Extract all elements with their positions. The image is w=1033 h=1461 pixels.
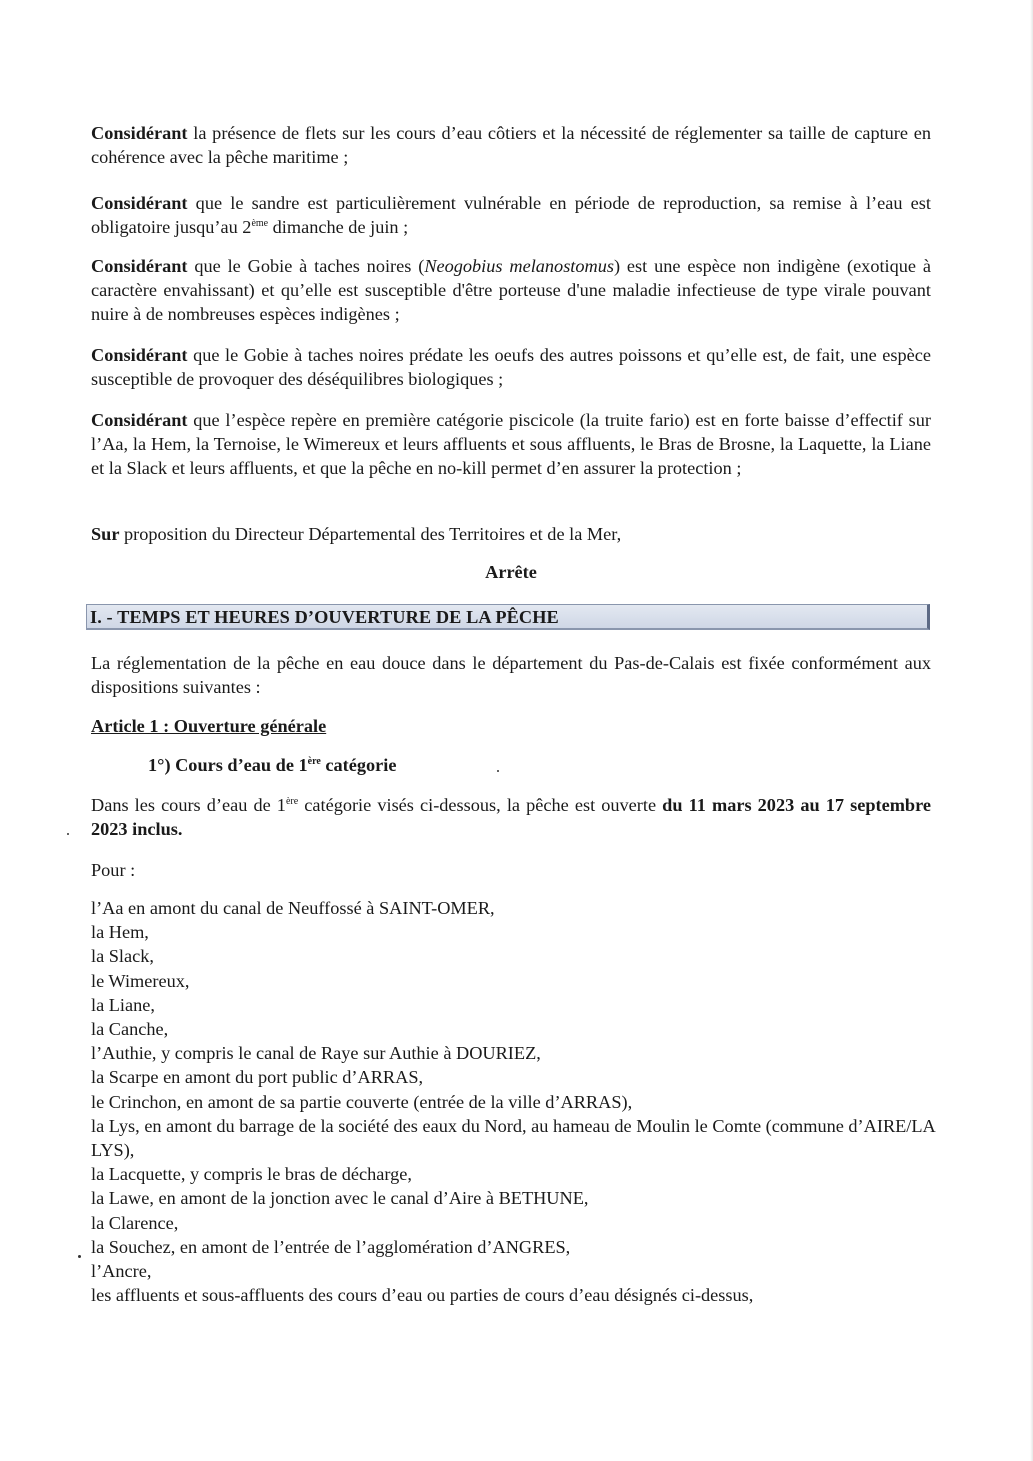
river-list bbox=[91, 896, 936, 1307]
list-item: le Crinchon, en amont de sa partie couverte (entrée de la ville d’ARRAS), bbox=[91, 1091, 633, 1112]
lead-word: Sur bbox=[91, 524, 120, 544]
paragraph-text: proposition du Directeur Départemental des Territoires et de la Mer, bbox=[119, 524, 622, 544]
paragraph-truite bbox=[91, 408, 931, 480]
list-item: l’Aa en amont du canal de Neuffossé à SAINT-OMER, bbox=[91, 898, 495, 918]
arrete-heading: Arrête bbox=[485, 562, 537, 582]
species-name: Neogobius melanostomus bbox=[424, 256, 614, 276]
list-item: la Scarpe en amont du port public d’ARRAS, bbox=[91, 1067, 424, 1088]
lead-word: Considérant bbox=[91, 193, 188, 213]
lead-word: Considérant bbox=[91, 345, 188, 365]
paragraph-gobie-1 bbox=[91, 254, 931, 326]
paragraph-gobie-2 bbox=[91, 343, 931, 391]
list-item: l’Ancre, bbox=[91, 1261, 152, 1282]
paragraph-flets bbox=[91, 121, 931, 169]
list-item: la Clarence, bbox=[91, 1212, 179, 1233]
pour-label: Pour : bbox=[91, 860, 136, 880]
paragraph-text: catégorie visés ci-dessous, la pêche est ouverte bbox=[298, 795, 663, 815]
article-title: Article 1 : Ouverture générale bbox=[91, 716, 327, 736]
section-header bbox=[86, 604, 930, 630]
paragraph-text: que le Gobie à taches noires ( bbox=[187, 256, 425, 276]
scan-speck bbox=[78, 1255, 81, 1258]
list-item: la Canche, bbox=[91, 1019, 169, 1040]
paragraph-proposition bbox=[91, 522, 931, 546]
superscript: ème bbox=[251, 218, 269, 229]
opening-dates: du 11 mars 2023 au 17 septembre 2023 inclus. bbox=[91, 795, 931, 839]
subheading-text: catégorie bbox=[320, 755, 397, 775]
list-item: la Liane, bbox=[91, 994, 155, 1015]
paragraph-text: que le Gobie à taches noires prédate les oeufs des autres poissons et qu’elle est, de fait, une espèce susceptible de provoquer des déséquilibres biologiques ; bbox=[91, 345, 931, 389]
lead-word: Considérant bbox=[91, 410, 188, 430]
list-item: la Lacquette, y compris le bras de décharge, bbox=[91, 1164, 412, 1185]
list-item: la Souchez, en amont de l’entrée de l’agglomération d’ANGRES, bbox=[91, 1236, 571, 1257]
list-item: la Lys, en amont du barrage de la société des eaux du Nord, au hameau de Moulin le Comte (commune d’AIRE/LA LYS), bbox=[91, 1115, 935, 1161]
paragraph-text: que le sandre est particulièrement vulnérable en période de reproduction, sa remise à l’eau est obligatoire jusqu’au 2 bbox=[91, 193, 931, 237]
lead-word: Considérant bbox=[91, 256, 188, 276]
paragraph-text: la présence de flets sur les cours d’eau côtiers et la nécessité de réglementer sa taille de capture en cohérence avec la pêche maritime ; bbox=[91, 123, 931, 167]
subheading-text: 1°) Cours d’eau de 1 bbox=[148, 755, 308, 775]
paragraph-text: ) est une espèce non indigène (exotique à caractère envahissant) et qu’elle est susceptible d'être porteuse d'une maladie infectieuse de type virale pouvant nuire à de nombreuses espèces indigènes ; bbox=[91, 256, 931, 324]
opening-paragraph bbox=[91, 793, 931, 841]
lead-word: Considérant bbox=[91, 123, 188, 143]
list-item: l’Authie, y compris le canal de Raye sur Authie à DOURIEZ, bbox=[91, 1043, 541, 1064]
intro-paragraph: La réglementation de la pêche en eau douce dans le département du Pas-de-Calais est fixée conformément aux dispositions suivantes : bbox=[91, 653, 931, 697]
list-item: le Wimereux, bbox=[91, 970, 190, 991]
paragraph-text: Dans les cours d’eau de 1 bbox=[91, 795, 286, 815]
subheading-first-category bbox=[148, 755, 396, 776]
section-title: I. - TEMPS ET HEURES D’OUVERTURE DE LA PÊCHE bbox=[90, 607, 559, 627]
scan-speck bbox=[67, 833, 69, 835]
list-item: la Lawe, en amont de la jonction avec le canal d’Aire à BETHUNE, bbox=[91, 1188, 589, 1209]
superscript: ère bbox=[307, 756, 321, 767]
superscript: ère bbox=[285, 796, 299, 807]
paragraph-sandre bbox=[91, 191, 931, 239]
list-item: la Slack, bbox=[91, 946, 154, 967]
list-item: les affluents et sous-affluents des cours d’eau ou parties de cours d’eau désignés ci-dessus, bbox=[91, 1285, 754, 1306]
paragraph-text: que l’espèce repère en première catégorie piscicole (la truite fario) est en forte baisse d’effectif sur l’Aa, la Hem, la Ternoise, le Wimereux et leurs affluents et sous affluents, le Bras de Brosne, la Laquette, la Liane et la Slack et leurs affluents, et que la pêche en no-kill permet d’en assurer la protection ; bbox=[91, 410, 931, 478]
scan-speck bbox=[497, 770, 499, 772]
paragraph-text: dimanche de juin ; bbox=[268, 217, 409, 237]
list-item: la Hem, bbox=[91, 922, 149, 943]
